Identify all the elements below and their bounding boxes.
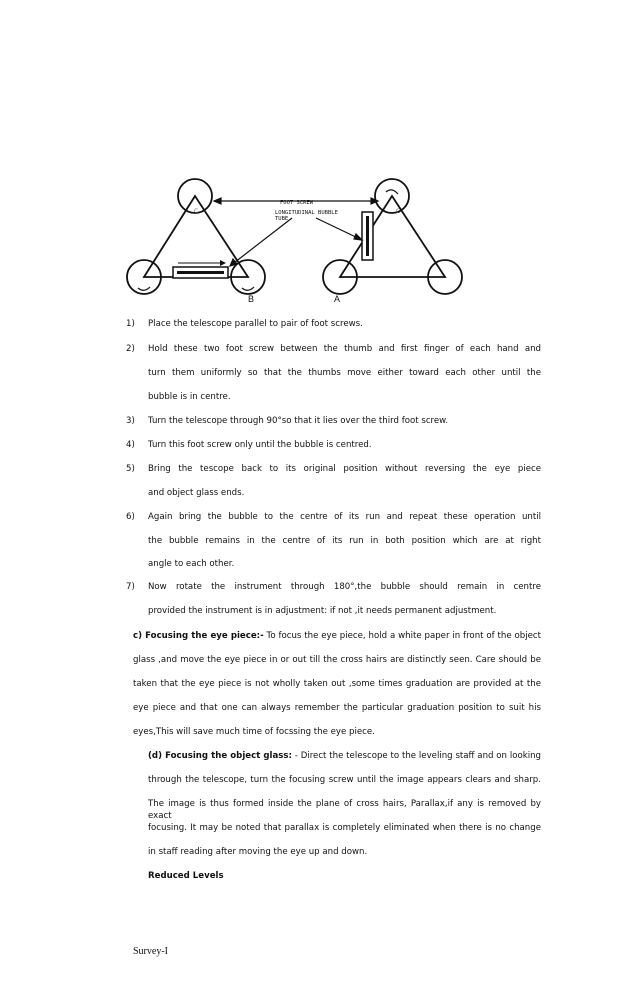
foot-screw-leveling-diagram: [120, 178, 530, 308]
section-c-line-4: [133, 702, 541, 714]
step-1: [126, 318, 363, 330]
step-6-line-3: [148, 558, 234, 570]
step-text: the bubble remains in the centre of its run in both position which are at right: [148, 536, 541, 546]
step-2-line-1: [126, 343, 541, 355]
step-5-line-1: [126, 463, 541, 475]
section-c-line-1: [133, 630, 541, 642]
section-c-text: eyes,This will save much time of focssing the eye piece.: [133, 727, 375, 737]
step-text: Turn this foot screw only until the bubble is centred.: [148, 440, 372, 450]
step-3: [126, 415, 449, 427]
section-d-text: in staff reading after moving the eye up and down.: [148, 847, 368, 857]
bubble-tube-horizontal: [173, 260, 228, 278]
section-d-line-4: [148, 822, 541, 834]
section-d-line-2: [148, 774, 541, 786]
section-d-text: through the telescope, turn the focusing screw until the image appears clears and sharp.: [148, 775, 541, 785]
label-b: B: [248, 294, 255, 304]
step-6-line-1: [126, 511, 541, 523]
label-c-right: C: [396, 208, 401, 215]
section-d-line-3: [148, 798, 541, 822]
step-text: Place the telescope parallel to pair of foot screws.: [148, 319, 363, 329]
section-c-line-2: [133, 654, 541, 666]
rotation-arrow-left: [138, 287, 150, 290]
step-text: angle to each other.: [148, 559, 235, 569]
step-2-line-2: [148, 367, 541, 379]
foot-screw-label: FOOT SCREW: [280, 200, 314, 206]
step-text: Now rotate the instrument through 180°,the bubble should remain in centre: [148, 582, 541, 592]
step-number: 2): [126, 344, 135, 354]
step-text: Again bring the bubble to the centre of its run and repeat these operation until: [148, 512, 541, 522]
step-2-line-3: [148, 391, 231, 403]
section-c-text: eye piece and that one can always remember the particular graduation position to suit his: [133, 703, 541, 713]
section-d-line-5: [148, 846, 541, 858]
section-c-text: To focus the eye piece, hold a white paper in front of the object: [263, 631, 541, 641]
section-d-text: The image is thus formed inside the plane of cross hairs, Parallax,if any is removed by exact: [148, 799, 541, 821]
section-d-line-1: [148, 750, 541, 762]
step-text: bubble is in centre.: [148, 392, 231, 402]
rotation-arrow-top: [386, 190, 398, 194]
step-4: [126, 439, 372, 451]
label-a: A: [334, 294, 341, 304]
bubble-tube-label-2: TUBE: [275, 216, 289, 222]
step-number: 6): [126, 512, 135, 522]
bubble-tube-vertical: [362, 212, 373, 260]
step-number: 4): [126, 440, 135, 450]
step-7-line-1: [126, 581, 541, 593]
step-text: Turn the telescope through 90°so that it lies over the third foot screw.: [148, 416, 449, 426]
step-number: 1): [126, 319, 135, 329]
section-c-line-3: [133, 678, 541, 690]
step-number: 3): [126, 416, 135, 426]
step-number: 7): [126, 582, 135, 592]
reduced-levels-heading: Reduced Levels: [148, 871, 224, 881]
bubble-tube-label: LONGITUDINAL BUBBLE: [275, 210, 338, 216]
step-7-line-2: [148, 605, 496, 617]
step-text: turn them uniformly so that the thumbs move either toward each other until the: [148, 368, 541, 378]
step-number: 5): [126, 464, 135, 474]
section-d-text: focusing. It may be noted that parallax is completely eliminated when there is no change: [148, 823, 541, 833]
triangle-a: [323, 179, 462, 294]
label-c-left: C: [194, 208, 199, 215]
page-footer: Survey-I: [133, 946, 168, 957]
section-c-heading: c) Focusing the eye piece:-: [133, 631, 264, 641]
section-c-text: glass ,and move the eye piece in or out till the cross hairs are distinctly seen. Care should be: [133, 655, 541, 665]
step-text: Bring the tescope back to its original position without reversing the eye piece: [148, 464, 541, 474]
step-5-line-2: [148, 487, 244, 499]
step-text: provided the instrument is in adjustment: if not ,it needs permanent adjustment.: [148, 606, 497, 616]
section-c-line-5: [133, 726, 541, 738]
section-d-heading: (d) Focusing the object glass:: [148, 751, 292, 761]
step-text: and object glass ends.: [148, 488, 245, 498]
section-c-text: taken that the eye piece is not wholly taken out ,some times graduation are provided at the: [133, 679, 541, 689]
section-d-text: - Direct the telescope to the leveling staff and on looking: [291, 751, 541, 761]
rotation-arrow-right: [242, 287, 254, 290]
step-text: Hold these two foot screw between the thumb and first finger of each hand and: [148, 344, 541, 354]
step-6-line-2: [148, 535, 541, 547]
